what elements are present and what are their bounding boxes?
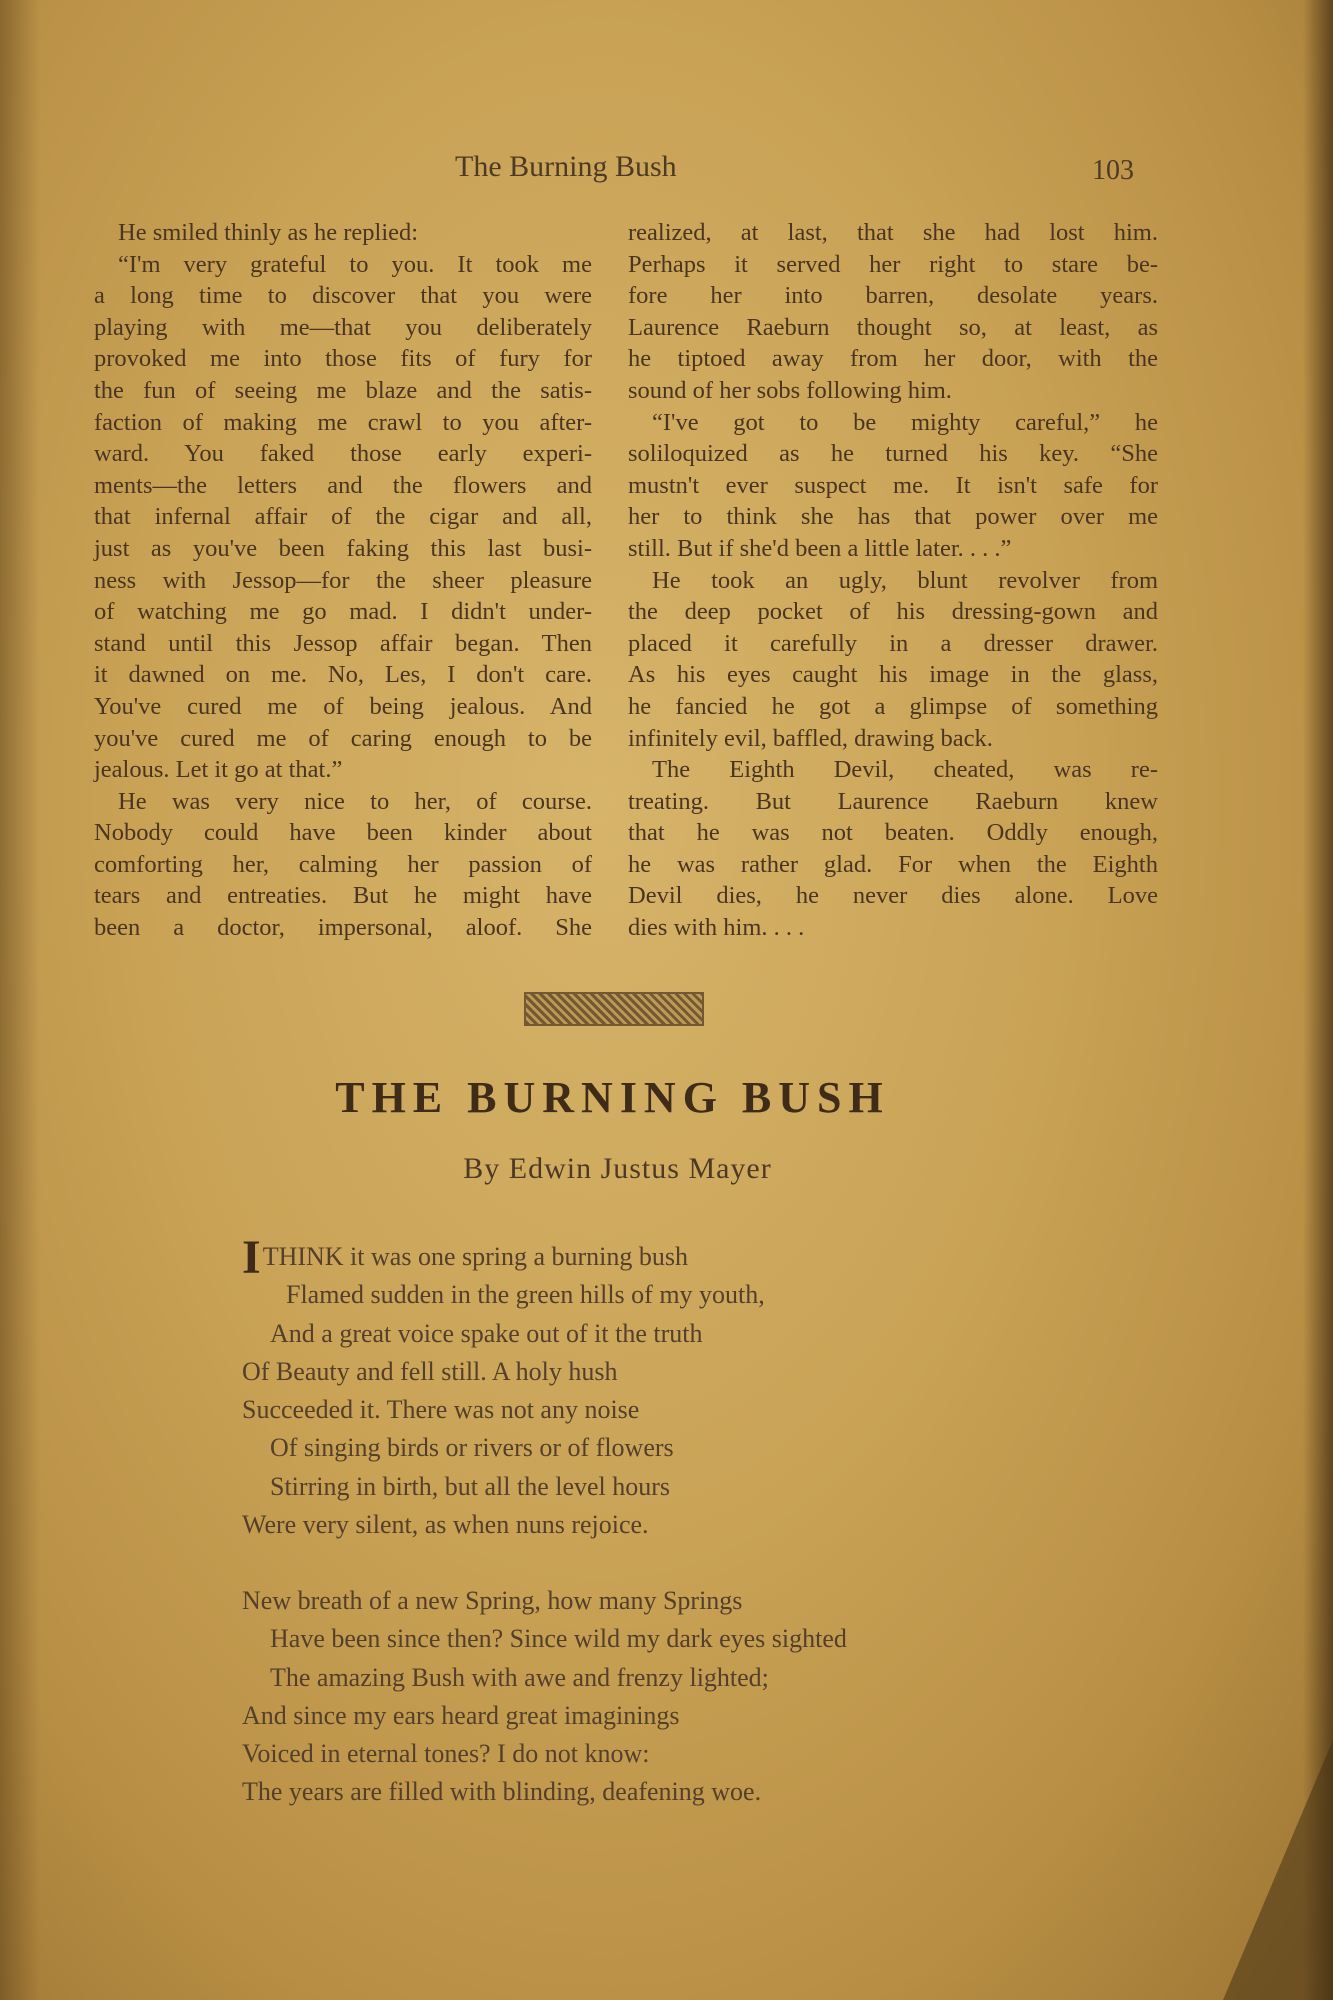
text-line: the fun of seeing me blaze and the satis- [94, 376, 592, 404]
poem-byline: By Edwin Justus Mayer [463, 1152, 772, 1185]
text-line: You've cured me of being jealous. And [94, 692, 592, 720]
poem-line: Of singing birds or rivers or of flowers [270, 1433, 674, 1463]
text-line: jealous. Let it go at that.” [94, 756, 343, 784]
text-line: a long time to discover that you were [94, 282, 592, 310]
text-line: fore her into barren, desolate years. [628, 282, 1158, 310]
text-line: He took an ugly, blunt revolver from [652, 566, 1158, 594]
running-title: The Burning Bush [455, 150, 677, 183]
text-line: treating. But Laurence Raeburn knew [628, 787, 1158, 815]
text-line: dies with him. . . . [628, 914, 805, 942]
text-line: The Eighth Devil, cheated, was re- [652, 756, 1158, 784]
poem-line: Succeeded it. There was not any noise [242, 1395, 640, 1425]
text-line: ments—the letters and the flowers and [94, 471, 592, 499]
text-line: he was rather glad. For when the Eighth [628, 850, 1158, 878]
text-line: He was very nice to her, of course. [118, 787, 592, 815]
story-column-right [628, 217, 1158, 944]
text-line: you've cured me of caring enough to be [94, 724, 592, 752]
text-line: of watching me go mad. I didn't under- [94, 598, 592, 626]
page-number: 103 [1092, 155, 1134, 186]
text-line: “I've got to be mighty careful,” he [652, 408, 1158, 436]
text-line: her to think she has that power over me [628, 503, 1158, 531]
poem-line: Flamed sudden in the green hills of my youth, [286, 1280, 765, 1310]
poem-line: Voiced in eternal tones? I do not know: [242, 1739, 650, 1769]
poem-line [242, 1231, 765, 1284]
page-edge-shadow-right [1303, 0, 1333, 2000]
text-line: still. But if she'd been a little later. . . .” [628, 534, 1012, 562]
text-line: Perhaps it served her right to stare be- [628, 250, 1158, 278]
text-line: it dawned on me. No, Les, I don't care. [94, 661, 592, 689]
text-line: Nobody could have been kinder about [94, 819, 592, 847]
text-line: mustn't ever suspect me. It isn't safe for [628, 471, 1158, 499]
text-line: “I'm very grateful to you. It took me [118, 250, 592, 278]
poem-line: The amazing Bush with awe and frenzy lighted; [270, 1662, 769, 1692]
text-line: infinitely evil, baffled, drawing back. [628, 724, 993, 752]
text-line: sound of her sobs following him. [628, 376, 952, 404]
text-line: he tiptoed away from her door, with the [628, 345, 1158, 373]
text-line: tears and entreaties. But he might have [94, 882, 592, 910]
text-line: that infernal affair of the cigar and all, [94, 503, 592, 531]
poem-line-text: THINK it was one spring a burning bush [262, 1242, 689, 1271]
poem-line: Of Beauty and fell still. A holy hush [242, 1356, 618, 1386]
poem-stanza-2 [242, 1582, 847, 1812]
text-line: ward. You faked those early experi- [94, 440, 592, 468]
text-line: just as you've been faking this last busi- [94, 534, 592, 562]
poem-line: And since my ears heard great imaginings [242, 1700, 680, 1730]
text-line: As his eyes caught his image in the glass, [628, 661, 1158, 689]
poem-title: THE BURNING BUSH [335, 1073, 890, 1122]
story-column-left [94, 217, 592, 944]
poem-line: Were very silent, as when nuns rejoice. [242, 1510, 649, 1540]
section-ornament [524, 992, 704, 1026]
text-line: that he was not beaten. Oddly enough, [628, 819, 1158, 847]
text-line: Laurence Raeburn thought so, at least, as [628, 313, 1158, 341]
poem-stanza-1 [242, 1231, 765, 1544]
text-line: provoked me into those fits of fury for [94, 345, 592, 373]
text-line: playing with me—that you deliberately [94, 313, 592, 341]
text-line: placed it carefully in a dresser drawer. [628, 629, 1158, 657]
text-line: been a doctor, impersonal, aloof. She [94, 914, 592, 942]
poem-line: And a great voice spake out of it the truth [270, 1318, 703, 1348]
text-line: faction of making me crawl to you after- [94, 408, 592, 436]
page-edge-shadow-left [0, 0, 40, 2000]
poem-line: Have been since then? Since wild my dark eyes sighted [270, 1624, 847, 1654]
text-line: He smiled thinly as he replied: [118, 219, 419, 246]
drop-cap: I [242, 1231, 261, 1284]
poem-line: New breath of a new Spring, how many Springs [242, 1586, 743, 1615]
text-line: comforting her, calming her passion of [94, 850, 592, 878]
text-line: ness with Jessop—for the sheer pleasure [94, 566, 592, 594]
poem-line: The years are filled with blinding, deafening woe. [242, 1777, 762, 1807]
text-line: stand until this Jessop affair began. Then [94, 629, 592, 657]
text-line: soliloquized as he turned his key. “She [628, 440, 1158, 468]
text-line: he fancied he got a glimpse of something [628, 692, 1158, 720]
text-line: realized, at last, that she had lost him. [628, 219, 1158, 246]
text-line: Devil dies, he never dies alone. Love [628, 882, 1158, 910]
page-corner-fold [1223, 1740, 1333, 2000]
text-line: the deep pocket of his dressing-gown and [628, 598, 1158, 626]
poem-line: Stirring in birth, but all the level hours [270, 1471, 671, 1501]
